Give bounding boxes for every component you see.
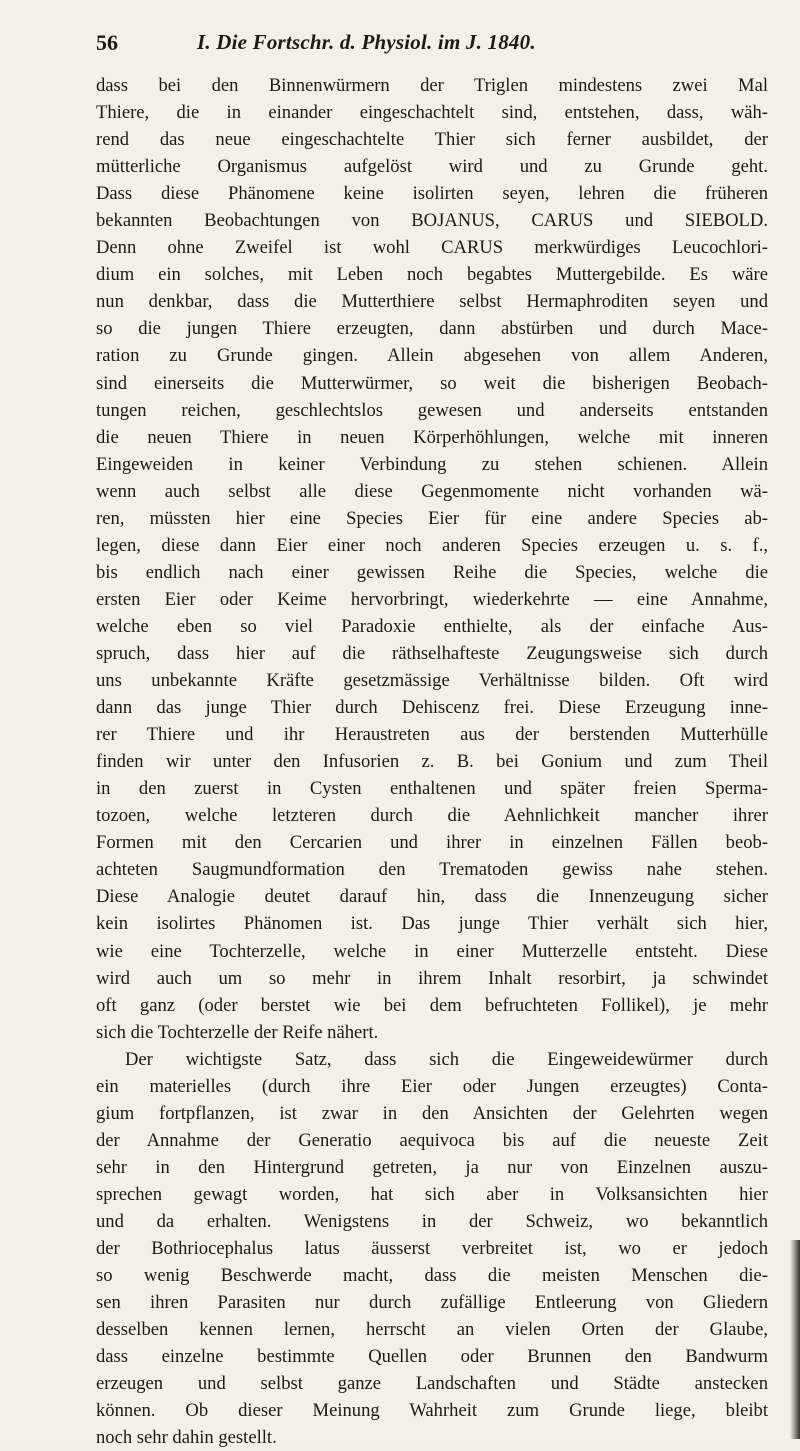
text-line: gium fortpflanzen, ist zwar in den Ansichten der Gelehrten wegen <box>96 1102 768 1124</box>
text-line: wird auch um so mehr in ihrem Inhalt resorbirt, ja schwindet <box>96 967 768 989</box>
text-line: der Annahme der Generatio aequivoca bis auf die neueste Zeit <box>96 1129 768 1151</box>
text-line: legen, diese dann Eier einer noch anderen Species erzeugen u. s. f., <box>96 534 768 556</box>
text-line: mütterliche Organismus aufgelöst wird und zu Grunde geht. <box>96 156 768 178</box>
text-line: ein materielles (durch ihre Eier oder Jungen erzeugtes) Conta- <box>96 1075 768 1097</box>
text-line: Diese Analogie deutet darauf hin, dass die Innenzeugung sicher <box>96 886 768 908</box>
text-line: uns unbekannte Kräfte gesetzmässige Verhältnisse bilden. Oft wird <box>96 670 768 692</box>
text-line: Denn ohne Zweifel ist wohl CARUS merkwürdiges Leucochlori- <box>96 237 768 259</box>
text-line: dium ein solches, mit Leben noch begabtes Muttergebilde. Es wäre <box>96 264 768 286</box>
text-line: sprechen gewagt worden, hat sich aber in Volksansichten hier <box>96 1183 768 1205</box>
text-line: Der wichtigste Satz, dass sich die Eingeweidewürmer durch <box>125 1048 768 1070</box>
body-text <box>96 72 768 1451</box>
page-edge-shadow <box>790 1240 800 1439</box>
text-line: tozoen, welche letzteren durch die Aehnlichkeit mancher ihrer <box>96 805 768 827</box>
text-line: der Bothriocephalus latus äusserst verbreitet ist, wo er jedoch <box>96 1238 768 1260</box>
text-line: desselben kennen lernen, herrscht an vielen Orten der Glaube, <box>96 1319 768 1341</box>
text-line: erzeugen und selbst ganze Landschaften und Städte anstecken <box>96 1373 768 1395</box>
text-line: wenn auch selbst alle diese Gegenmomente nicht vorhanden wä- <box>96 480 768 502</box>
text-line: sich die Tochterzelle der Reife nähert. <box>96 1021 379 1043</box>
text-line: bis endlich nach einer gewissen Reihe die Species, welche die <box>96 561 768 583</box>
text-line: sehr in den Hintergrund getreten, ja nur von Einzelnen auszu- <box>96 1156 768 1178</box>
text-line: bekannten Beobachtungen von BOJANUS, CARUS und SIEBOLD. <box>96 210 768 232</box>
text-line: und da erhalten. Wenigstens in der Schweiz, wo bekanntlich <box>96 1210 768 1232</box>
text-line: noch sehr dahin gestellt. <box>96 1427 277 1449</box>
page-number: 56 <box>96 30 118 55</box>
text-line: dass einzelne bestimmte Quellen oder Brunnen den Bandwurm <box>96 1346 768 1368</box>
text-line: können. Ob dieser Meinung Wahrheit zum Grunde liege, bleibt <box>96 1400 768 1422</box>
text-line: dann das junge Thier durch Dehiscenz frei. Diese Erzeugung inne- <box>96 697 768 719</box>
text-line: dass bei den Binnenwürmern der Triglen mindestens zwei Mal <box>96 75 768 96</box>
text-line: kein isolirtes Phänomen ist. Das junge Thier verhält sich hier, <box>96 913 768 935</box>
text-line: oft ganz (oder berstet wie bei dem befruchteten Follikel), je mehr <box>96 994 768 1016</box>
text-line: sen ihren Parasiten nur durch zufällige Entleerung von Gliedern <box>96 1292 768 1314</box>
text-line: achteten Saugmundformation den Trematoden gewiss nahe stehen. <box>96 859 768 881</box>
text-line: spruch, dass hier auf die räthselhafteste Zeugungsweise sich durch <box>96 642 768 664</box>
text-line: in den zuerst in Cysten enthaltenen und später freien Sperma- <box>96 778 768 800</box>
text-line: Formen mit den Cercarien und ihrer in einzelnen Fällen beob- <box>96 832 768 854</box>
text-line: rer Thiere und ihr Heraustreten aus der berstenden Mutterhülle <box>96 724 768 746</box>
text-line: Dass diese Phänomene keine isolirten seyen, lehren die früheren <box>96 183 768 205</box>
text-line: Thiere, die in einander eingeschachtelt sind, entstehen, dass, wäh- <box>96 102 768 124</box>
text-line: ersten Eier oder Keime hervorbringt, wiederkehrte — eine Annahme, <box>96 588 768 610</box>
text-line: rend das neue eingeschachtelte Thier sich ferner ausbildet, der <box>96 129 768 151</box>
text-line: finden wir unter den Infusorien z. B. bei Gonium und zum Theil <box>96 751 768 773</box>
text-line: wie eine Tochterzelle, welche in einer Mutterzelle entsteht. Diese <box>96 940 768 962</box>
text-line: so die jungen Thiere erzeugten, dann abstürben und durch Mace- <box>96 318 768 340</box>
text-line: so wenig Beschwerde macht, dass die meisten Menschen die- <box>96 1265 768 1287</box>
text-line: tungen reichen, geschlechtslos gewesen und anderseits entstanden <box>96 399 768 421</box>
text-line: ren, müssten hier eine Species Eier für eine andere Species ab- <box>96 507 768 529</box>
text-line: Eingeweiden in keiner Verbindung zu stehen schienen. Allein <box>96 453 768 475</box>
running-title: I. Die Fortschr. d. Physiol. im J. 1840. <box>197 30 536 54</box>
text-line: ration zu Grunde gingen. Allein abgesehen von allem Anderen, <box>96 345 768 367</box>
text-line: welche eben so viel Paradoxie enthielte, als der einfache Aus- <box>96 615 768 637</box>
text-line: nun denkbar, dass die Mutterthiere selbst Hermaphroditen seyen und <box>96 291 768 313</box>
page-header <box>96 30 756 64</box>
text-line: sind einerseits die Mutterwürmer, so weit die bisherigen Beobach- <box>96 372 768 394</box>
text-line: die neuen Thiere in neuen Körperhöhlungen, welche mit inneren <box>96 426 768 448</box>
